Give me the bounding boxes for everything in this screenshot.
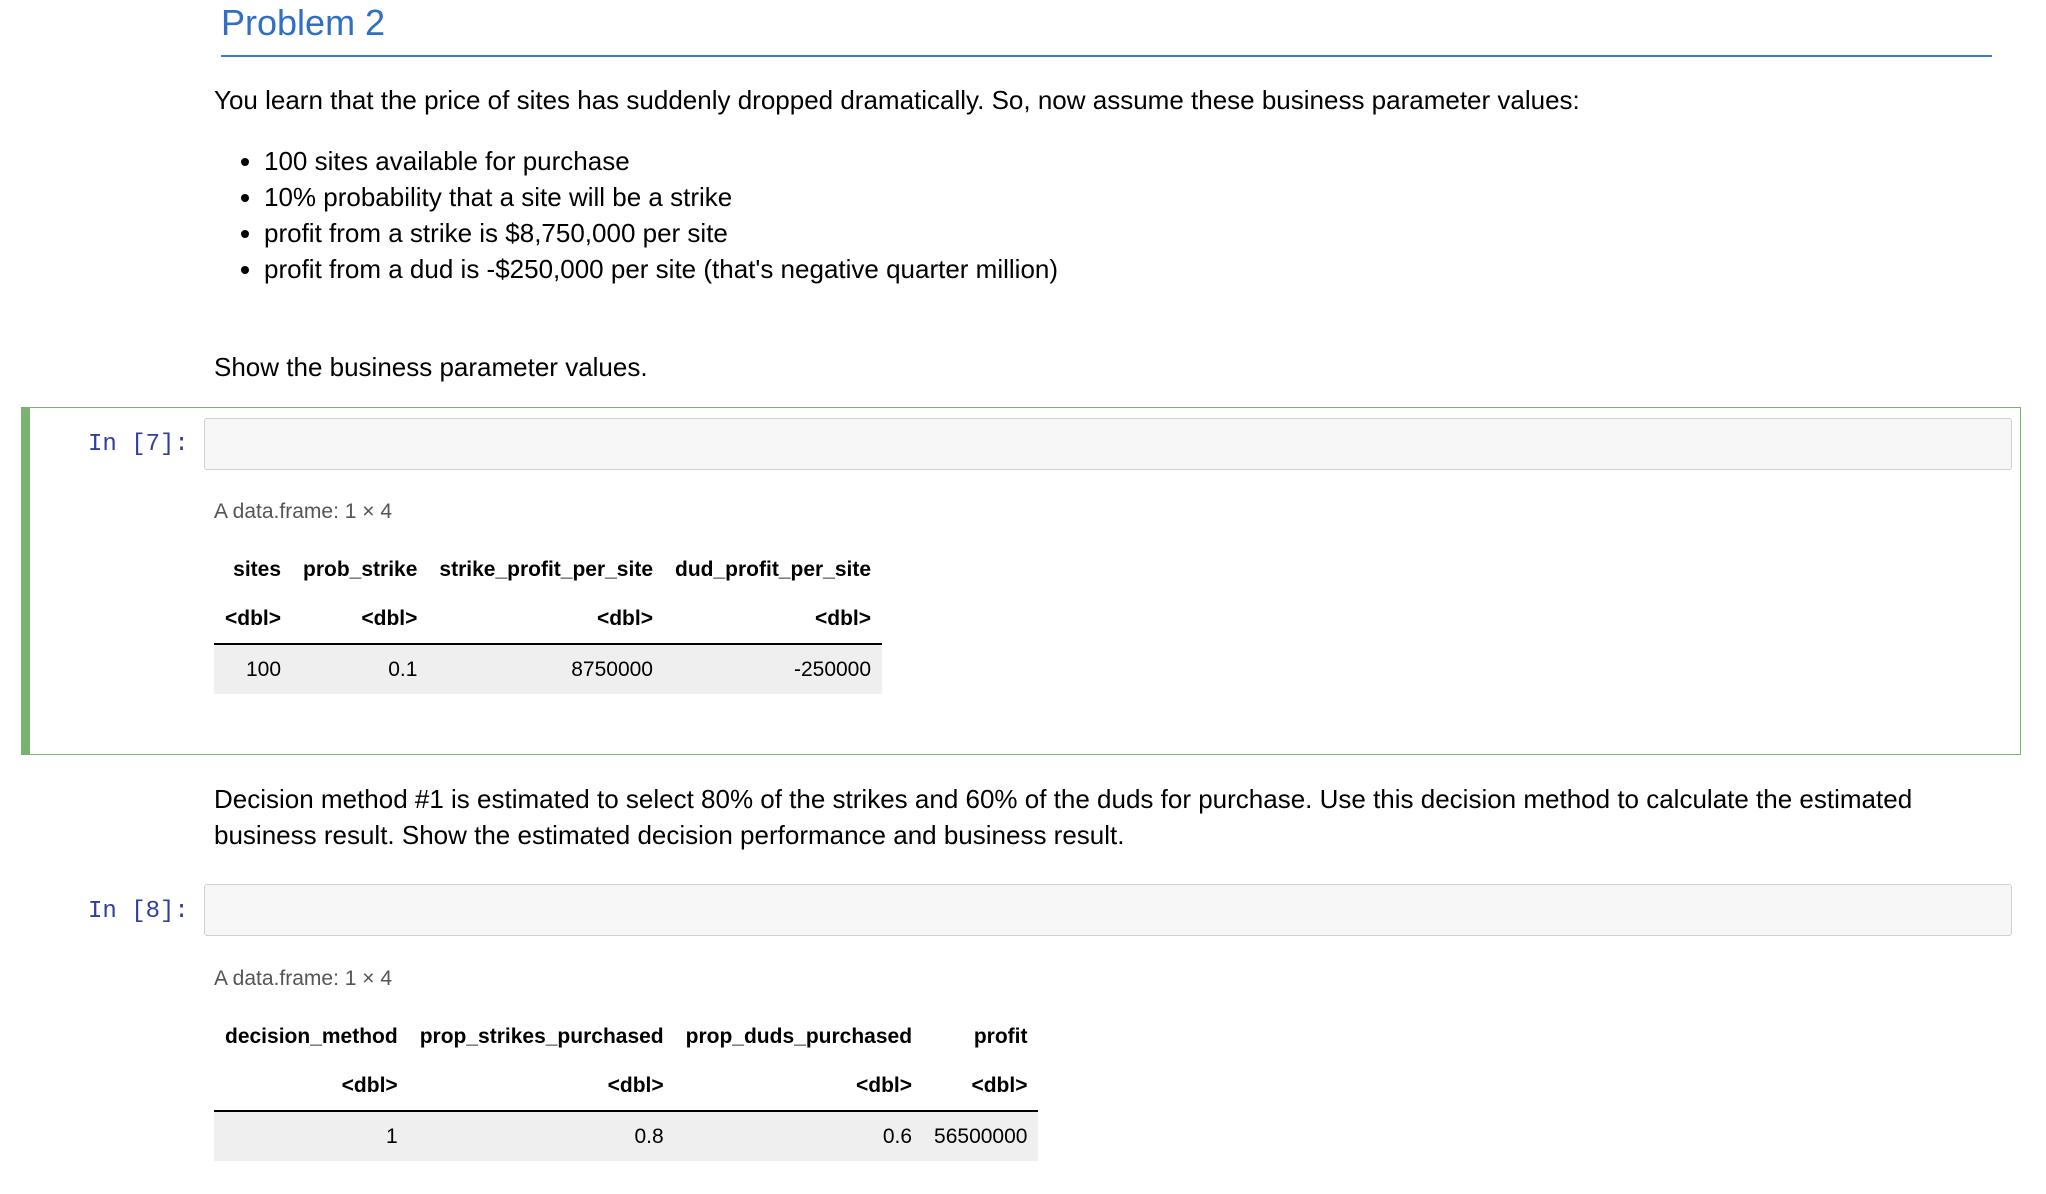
column-type: <dbl> (923, 1061, 1038, 1111)
table-cell: 8750000 (428, 644, 664, 694)
column-type: <dbl> (409, 1061, 675, 1111)
list-item: • 100 sites available for purchase (264, 143, 1058, 179)
column-type: <dbl> (292, 594, 428, 644)
decision-text: Decision method #1 is estimated to select 80% of the strikes and 60% of the duds for purchase. Use this decision method to calculate the estimated business result. Show the estimated decision performance and business result. (214, 784, 1913, 850)
dataframe-table-8 (214, 1012, 1038, 1161)
table-cell: 0.6 (675, 1111, 923, 1161)
list-item: • 10% probability that a site will be a strike (264, 179, 1058, 215)
list-item: • profit from a strike is $8,750,000 per site (264, 215, 1058, 251)
intro-text: You learn that the price of sites has suddenly dropped dramatically. So, now assume these business parameter values: (214, 85, 1580, 115)
table-cell: 0.8 (409, 1111, 675, 1161)
column-type: <dbl> (214, 594, 292, 644)
parameter-list (214, 143, 1058, 287)
cell-prompt-8: In [8]: (88, 898, 189, 925)
code-input-8[interactable] (204, 884, 2012, 936)
list-item: • profit from a dud is -$250,000 per site (that's negative quarter million) (264, 251, 1058, 287)
table-cell: -250000 (664, 644, 882, 694)
column-type: <dbl> (664, 594, 882, 644)
dataframe-caption-7: A data.frame: 1 × 4 (214, 500, 393, 523)
dataframe-table-7 (214, 545, 882, 694)
column-header: strike_profit_per_site (439, 557, 653, 581)
column-header: prob_strike (303, 557, 418, 581)
code-input-7[interactable] (204, 418, 2012, 470)
column-header: prop_strikes_purchased (419, 1024, 664, 1048)
cell-prompt-7: In [7]: (88, 431, 189, 458)
column-header: sites (233, 557, 282, 581)
table-row (214, 1111, 1038, 1161)
show-params-text: Show the business parameter values. (214, 352, 648, 382)
dataframe-caption-8: A data.frame: 1 × 4 (214, 967, 393, 990)
column-header: decision_method (225, 1024, 398, 1048)
heading-rule (221, 55, 1992, 57)
table-cell: 1 (214, 1111, 409, 1161)
table-cell: 100 (214, 644, 292, 694)
table-cell: 0.1 (292, 644, 428, 694)
section-heading: Problem 2 (221, 2, 386, 43)
column-header: prop_duds_purchased (685, 1024, 913, 1048)
table-cell: 56500000 (923, 1111, 1038, 1161)
column-type: <dbl> (214, 1061, 409, 1111)
column-header: profit (973, 1024, 1028, 1048)
column-header: dud_profit_per_site (675, 557, 872, 581)
table-row (214, 644, 882, 694)
column-type: <dbl> (428, 594, 664, 644)
column-type: <dbl> (675, 1061, 923, 1111)
